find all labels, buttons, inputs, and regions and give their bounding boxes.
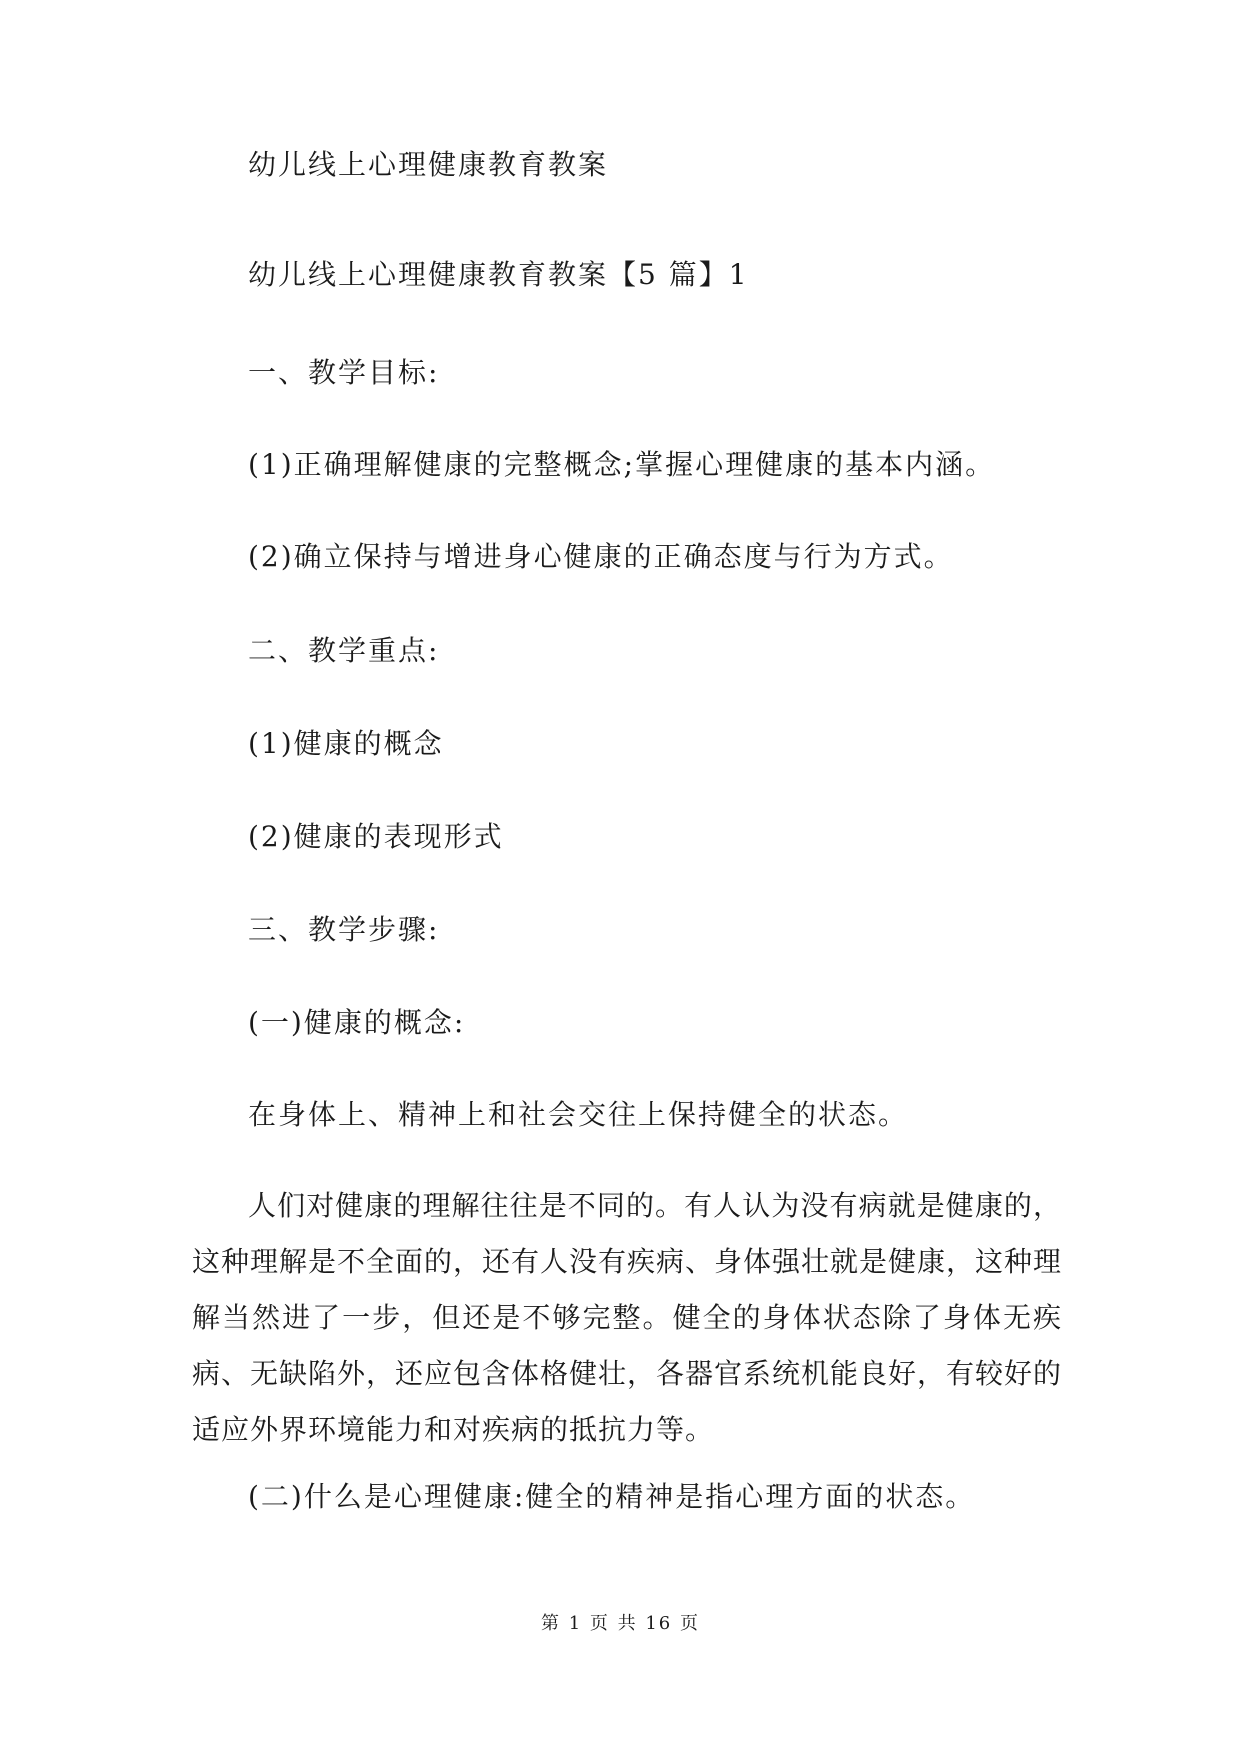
step-heading-1: (一)健康的概念: (248, 1006, 466, 1039)
objective-item-2: (2)确立保持与增进身心健康的正确态度与行为方式。 (248, 540, 954, 573)
keypoint-item-1: (1)健康的概念 (248, 727, 444, 760)
objective-item-1: (1)正确理解健康的完整概念;掌握心理健康的基本内涵。 (248, 448, 996, 481)
keypoint-item-2: (2)健康的表现形式 (248, 820, 504, 853)
document-subtitle: 幼儿线上心理健康教育教案【5 篇】1 (248, 258, 749, 291)
section-heading-objectives: 一、教学目标: (248, 356, 440, 389)
section-heading-steps: 三、教学步骤: (248, 913, 440, 946)
section-heading-keypoints: 二、教学重点: (248, 634, 440, 667)
body-paragraph: 人们对健康的理解往往是不同的。有人认为没有病就是健康的，这种理解是不全面的，还有人没有疾病、身体强壮就是健康，这种理解当然进了一步，但还是不够完整。健全的身体状态除了身体无疾病、无缺陷外，还应包含体格健壮，各器官系统机能良好，有较好的适应外界环境能力和对疾病的抵抗力等。 (192, 1189, 1063, 1446)
step-definition: 在身体上、精神上和社会交往上保持健全的状态。 (248, 1098, 909, 1131)
document-title: 幼儿线上心理健康教育教案 (248, 148, 609, 181)
page-footer: 第 1 页 共 16 页 (541, 1613, 700, 1634)
step-heading-2: (二)什么是心理健康:健全的精神是指心理方面的状态。 (248, 1480, 976, 1513)
